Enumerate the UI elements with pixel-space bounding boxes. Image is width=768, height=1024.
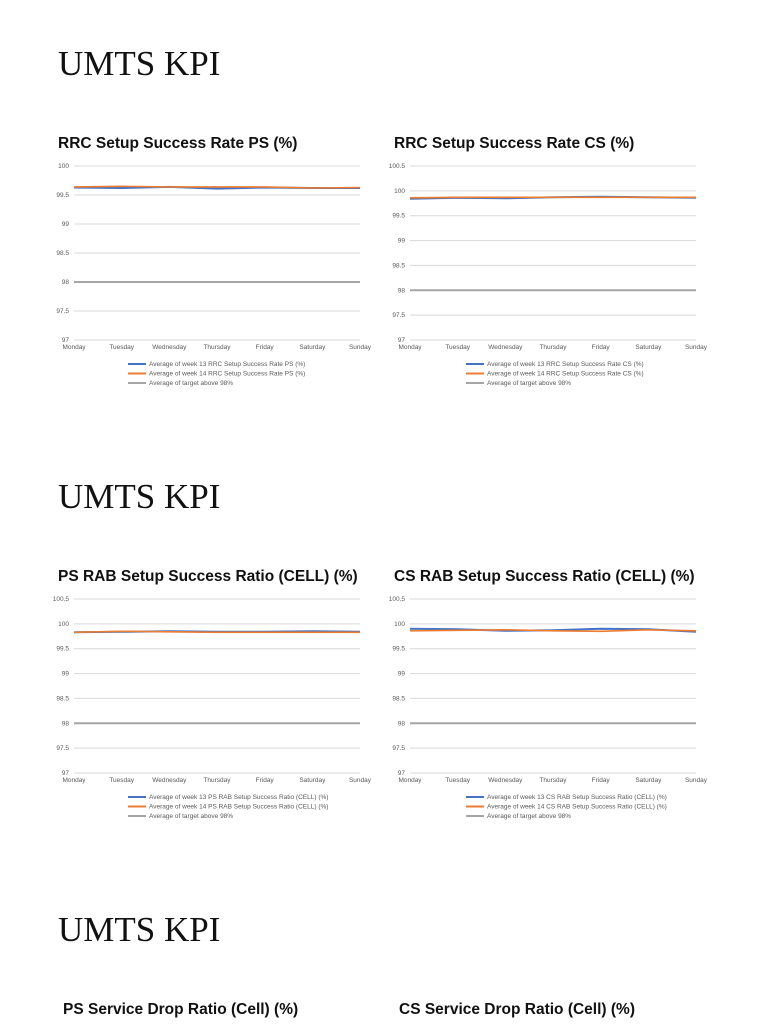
- x-tick-label: Friday: [591, 344, 610, 351]
- x-tick-label: Saturday: [299, 344, 326, 351]
- y-tick-label: 100.5: [388, 596, 405, 603]
- x-tick-label: Monday: [398, 777, 422, 784]
- legend-label: Average of week 14 PS RAB Setup Success Ratio (CELL) (%): [149, 803, 329, 811]
- chart-plot: [58, 134, 378, 394]
- x-tick-label: Thursday: [539, 777, 567, 784]
- legend-label: Average of target above 98%: [487, 813, 572, 820]
- legend-label: Average of week 13 PS RAB Setup Success Ratio (CELL) (%): [149, 794, 329, 801]
- chart-rrc-ps: [58, 134, 378, 394]
- legend-label: Average of week 13 RRC Setup Success Rate CS (%): [487, 361, 644, 368]
- y-tick-label: 99.5: [56, 645, 69, 653]
- x-tick-label: Monday: [398, 344, 422, 351]
- chart-title: CS RAB Setup Success Ratio (CELL) (%): [394, 568, 695, 585]
- chart-cs-rab: [388, 567, 714, 827]
- x-tick-label: Wednesday: [488, 777, 523, 784]
- x-tick-label: Friday: [591, 777, 610, 784]
- x-tick-label: Tuesday: [445, 344, 471, 351]
- y-tick-label: 99.5: [392, 645, 405, 653]
- x-tick-label: Thursday: [203, 344, 231, 351]
- chart-title: RRC Setup Success Rate PS (%): [58, 135, 298, 152]
- x-tick-label: Wednesday: [152, 777, 187, 784]
- legend-label: Average of target above 98%: [487, 380, 572, 387]
- chart-rrc-cs: [388, 134, 714, 394]
- x-tick-label: Monday: [62, 777, 86, 784]
- y-tick-label: 97.5: [392, 312, 405, 320]
- legend-label: Average of target above 98%: [149, 380, 234, 387]
- y-tick-label: 100: [394, 187, 405, 195]
- y-tick-label: 100.5: [52, 596, 69, 603]
- chart-plot: [388, 134, 714, 394]
- y-tick-label: 97.5: [56, 745, 69, 753]
- section-title: UMTS KPI: [58, 477, 221, 516]
- x-tick-label: Saturday: [635, 777, 662, 784]
- x-tick-label: Tuesday: [445, 777, 471, 784]
- y-tick-label: 100: [58, 620, 69, 628]
- legend-label: Average of week 14 CS RAB Setup Success Ratio (CELL) (%): [487, 803, 667, 811]
- y-tick-label: 99: [397, 670, 405, 678]
- x-tick-label: Sunday: [684, 777, 708, 784]
- x-tick-label: Friday: [255, 344, 274, 351]
- x-tick-label: Wednesday: [152, 344, 187, 351]
- y-tick-label: 97: [397, 770, 405, 777]
- y-tick-label: 98: [397, 287, 405, 295]
- y-tick-label: 100.5: [388, 163, 405, 170]
- y-tick-label: 98: [397, 720, 405, 728]
- y-tick-label: 97.5: [392, 745, 405, 753]
- chart-title: PS RAB Setup Success Ratio (CELL) (%): [58, 568, 358, 585]
- legend-label: Average of week 14 RRC Setup Success Rate CS (%): [487, 370, 644, 378]
- x-tick-label: Thursday: [203, 777, 231, 784]
- x-tick-label: Monday: [62, 344, 86, 351]
- chart-title-ps-drop: PS Service Drop Ratio (Cell) (%): [63, 1001, 299, 1018]
- x-tick-label: Tuesday: [109, 344, 135, 351]
- line-week14: [410, 197, 696, 198]
- chart-title-cs-drop: CS Service Drop Ratio (Cell) (%): [399, 1001, 635, 1018]
- x-tick-label: Sunday: [348, 344, 372, 351]
- chart-title: RRC Setup Success Rate CS (%): [394, 135, 635, 152]
- chart-plot: [52, 567, 378, 827]
- section-title: UMTS KPI: [58, 44, 221, 83]
- chart-ps-rab: [52, 567, 378, 827]
- x-tick-label: Friday: [255, 777, 274, 784]
- y-tick-label: 99: [61, 670, 69, 678]
- y-tick-label: 100: [58, 163, 69, 170]
- y-tick-label: 99: [397, 237, 405, 245]
- legend-label: Average of target above 98%: [149, 813, 234, 820]
- section-title: UMTS KPI: [58, 910, 221, 949]
- y-tick-label: 98.5: [56, 695, 69, 703]
- y-tick-label: 100: [394, 620, 405, 628]
- chart-plot: [388, 567, 714, 827]
- x-tick-label: Tuesday: [109, 777, 135, 784]
- y-tick-label: 97.5: [56, 308, 69, 315]
- line-week14: [410, 630, 696, 632]
- y-tick-label: 97: [61, 337, 69, 344]
- y-tick-label: 97: [397, 337, 405, 344]
- legend-label: Average of week 13 CS RAB Setup Success Ratio (CELL) (%): [487, 794, 667, 801]
- y-tick-label: 98.5: [392, 262, 405, 270]
- y-tick-label: 99.5: [56, 192, 69, 199]
- y-tick-label: 98: [61, 279, 69, 286]
- x-tick-label: Sunday: [348, 777, 372, 784]
- y-tick-label: 97: [61, 770, 69, 777]
- legend-label: Average of week 14 RRC Setup Success Rate PS (%): [149, 370, 306, 378]
- legend-label: Average of week 13 RRC Setup Success Rate PS (%): [149, 361, 306, 368]
- x-tick-label: Thursday: [539, 344, 567, 351]
- x-tick-label: Wednesday: [488, 344, 523, 351]
- y-tick-label: 98: [61, 720, 69, 728]
- y-tick-label: 98.5: [392, 695, 405, 703]
- y-tick-label: 98.5: [56, 250, 69, 257]
- x-tick-label: Saturday: [299, 777, 326, 784]
- x-tick-label: Saturday: [635, 344, 662, 351]
- x-tick-label: Sunday: [684, 344, 708, 351]
- y-tick-label: 99: [61, 221, 69, 228]
- y-tick-label: 99.5: [392, 212, 405, 220]
